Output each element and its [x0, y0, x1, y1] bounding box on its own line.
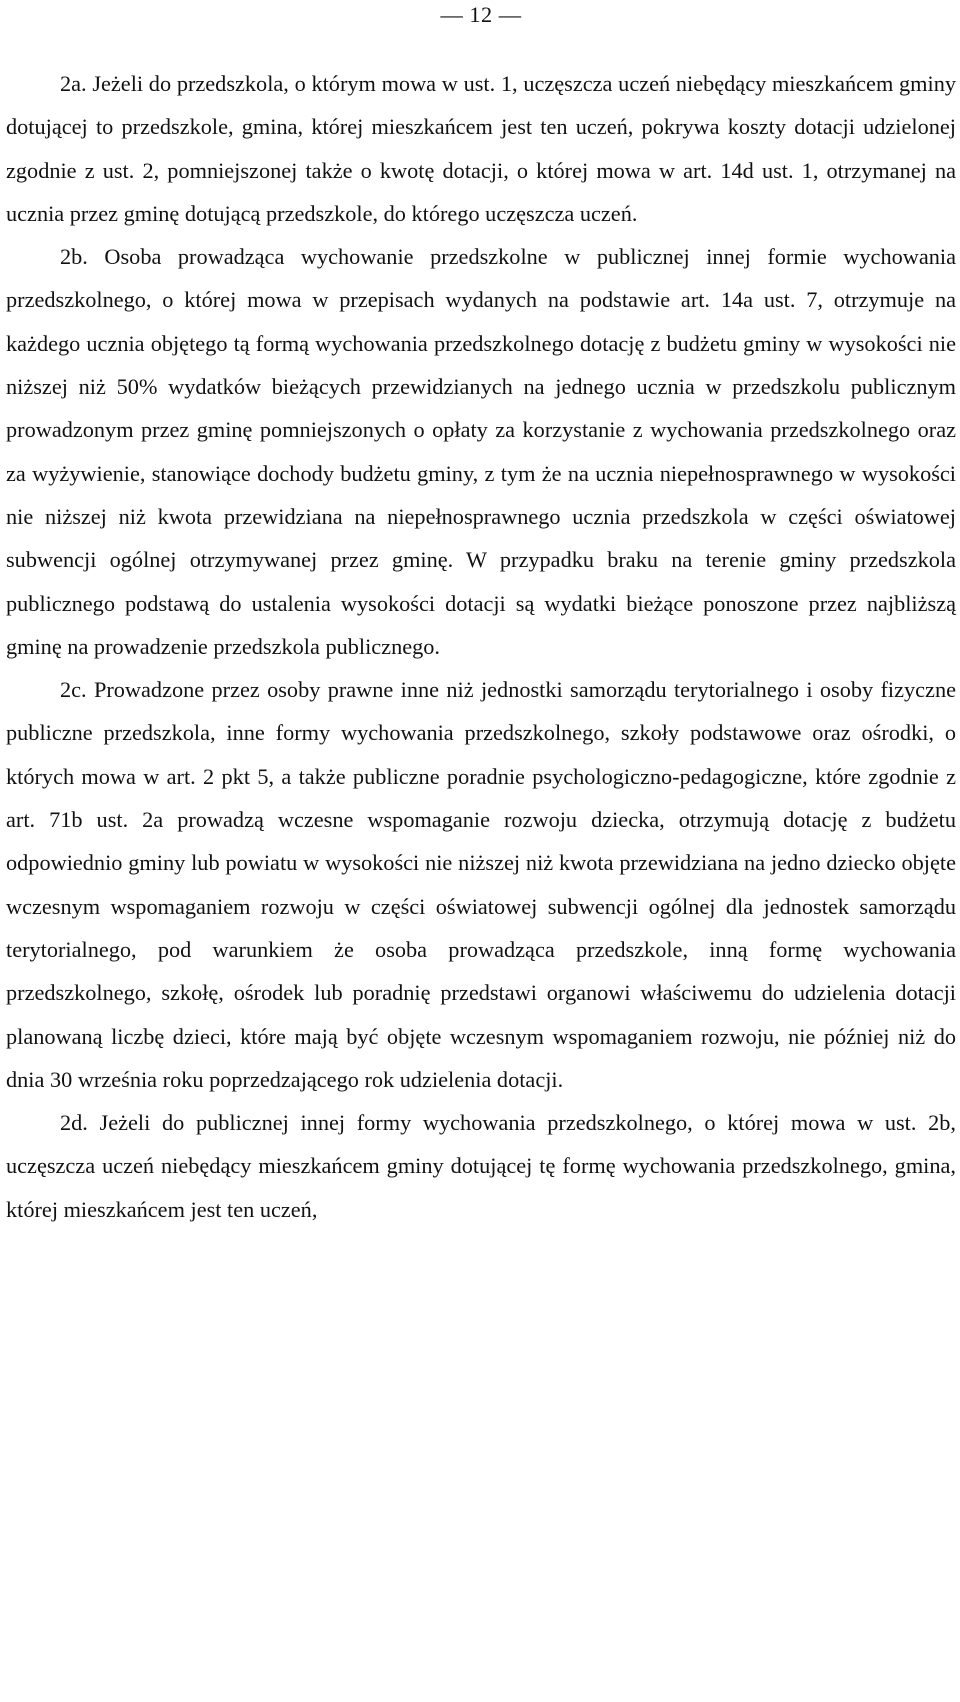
paragraph-2d: 2d. Jeżeli do publicznej innej formy wychowania przedszkolnego, o której mowa w ust. 2b, uczęszcza uczeń niebędący mieszkańcem gminy dotującej tę formę wychowania przedszkolnego, gmina, której mieszkańcem jest ten uczeń, [6, 1110, 956, 1222]
paragraph-2a: 2a. Jeżeli do przedszkola, o którym mowa w ust. 1, uczęszcza uczeń niebędący mieszkańcem gminy dotującej to przedszkole, gmina, której mieszkańcem jest ten uczeń, pokrywa koszty dotacji udzielonej zgodnie z ust. 2, pomniejszonej także o kwotę dotacji, o której mowa w art. 14d ust. 1, otrzymanej na ucznia przez gminę dotującą przedszkole, do którego uczęszcza uczeń. [6, 71, 956, 226]
page-number: — 12 — [440, 2, 522, 27]
document-page [6, 0, 956, 1231]
paragraph-2c: 2c. Prowadzone przez osoby prawne inne niż jednostki samorządu terytorialnego i osoby fizyczne publiczne przedszkola, inne formy wychowania przedszkolnego, szkoły podstawowe oraz ośrodki, o których mowa w art. 2 pkt 5, a także publiczne poradnie psychologiczno-pedagogiczne, które zgodnie z art. 71b ust. 2a prowadzą wczesne wspomaganie rozwoju dziecka, otrzymują dotację z budżetu odpowiednio gminy lub powiatu w wysokości nie niższej niż kwota przewidziana na jedno dziecko objęte wczesnym wspomaganiem rozwoju w części oświatowej subwencji ogólnej dla jednostek samorządu terytorialnego, pod warunkiem że osoba prowadząca przedszkole, inną formę wychowania przedszkolnego, szkołę, ośrodek lub poradnię przedstawi organowi właściwemu do udzielenia dotacji planowaną liczbę dzieci, które mają być objęte wczesnym wspomaganiem rozwoju, nie później niż do dnia 30 września roku poprzedzającego rok udzielenia dotacji. [6, 677, 956, 1092]
paragraph-2b: 2b. Osoba prowadząca wychowanie przedszkolne w publicznej innej formie wychowania przedszkolnego, o której mowa w przepisach wydanych na podstawie art. 14a ust. 7, otrzymuje na każdego ucznia objętego tą formą wychowania przedszkolnego dotację z budżetu gminy w wysokości nie niższej niż 50% wydatków bieżących przewidzianych na jednego ucznia w przedszkolu publicznym prowadzonym przez gminę pomniejszonych o opłaty za korzystanie z wychowania przedszkolnego oraz za wyżywienie, stanowiące dochody budżetu gminy, z tym że na ucznia niepełnosprawnego w wysokości nie niższej niż kwota przewidziana na niepełnosprawnego ucznia przedszkola w części oświatowej subwencji ogólnej otrzymywanej przez gminę. W przypadku braku na terenie gminy przedszkola publicznego podstawą do ustalenia wysokości dotacji są wydatki bieżące ponoszone przez najbliższą gminę na prowadzenie przedszkola publicznego. [6, 244, 956, 659]
